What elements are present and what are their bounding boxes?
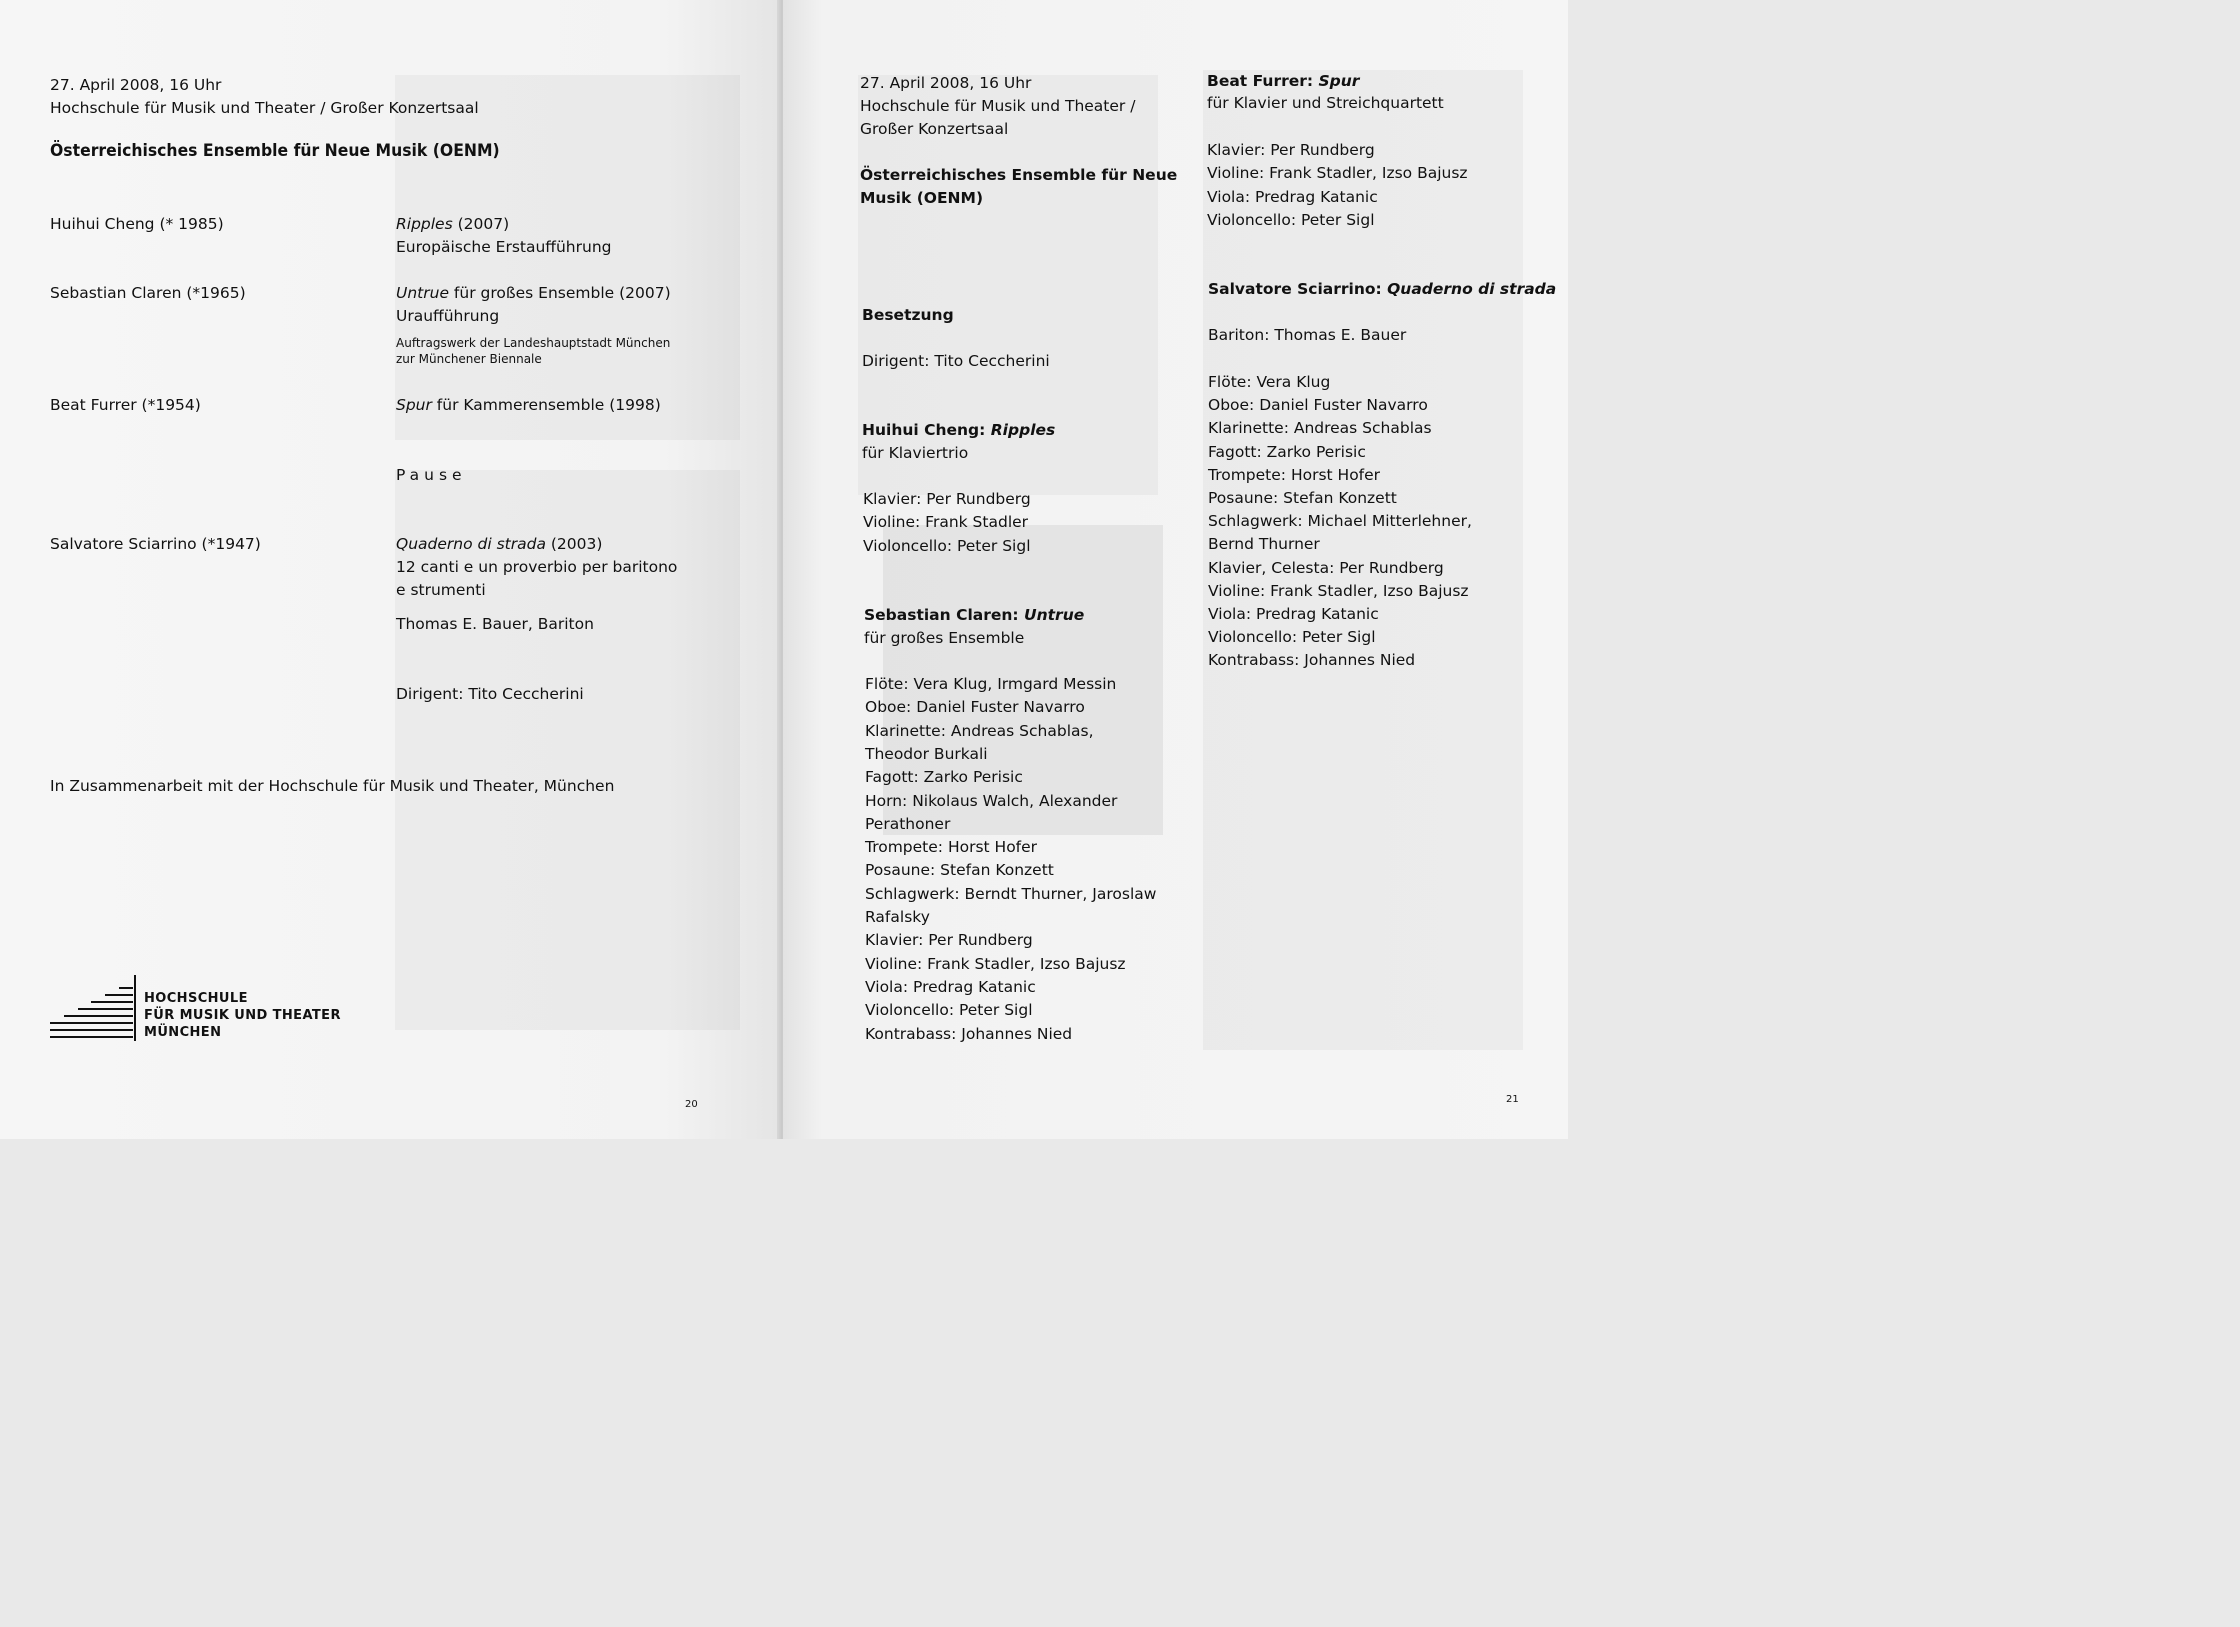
- page-number: 20: [685, 1099, 698, 1110]
- baritone-credit: Bariton: Thomas E. Bauer: [1208, 326, 1407, 344]
- logo-stairs-icon: [50, 987, 133, 1039]
- logo-vertical-bar: [134, 975, 136, 1041]
- conductor-credit: Dirigent: Tito Ceccherini: [396, 685, 584, 703]
- player-line: Violine: Frank Stadler: [863, 513, 1029, 532]
- composer-claren: Sebastian Claren (*1965): [50, 284, 246, 302]
- commission-note: Auftragswerk der Landeshauptstadt München: [396, 336, 671, 350]
- piece-heading-furrer: Beat Furrer: Spur: [1207, 72, 1360, 90]
- work-subtitle: e strumenti: [396, 581, 486, 599]
- player-line: Viola: Predrag Katanic: [1208, 605, 1379, 623]
- player-line: Fagott: Zarko Perisic: [865, 768, 1023, 787]
- right-page: [783, 0, 1568, 1139]
- event-date: 27. April 2008, 16 Uhr: [50, 76, 222, 94]
- work-untrue: Untrue für großes Ensemble (2007): [396, 284, 671, 302]
- player-line: Trompete: Horst Hofer: [1208, 465, 1381, 484]
- player-line: Schlagwerk: Michael Mitterlehner,: [1208, 512, 1472, 531]
- player-line: Violine: Frank Stadler, Izso Bajusz: [1207, 164, 1468, 183]
- cooperation-note: In Zusammenarbeit mit der Hochschule für Musik und Theater, München: [50, 777, 615, 795]
- conductor-credit: Dirigent: Tito Ceccherini: [862, 352, 1050, 370]
- logo-text-line2: FÜR MUSIK UND THEATER: [144, 1008, 341, 1023]
- baritone-credit: Thomas E. Bauer, Bariton: [396, 615, 594, 633]
- player-line: Fagott: Zarko Perisic: [1208, 442, 1366, 461]
- composer-furrer: Beat Furrer (*1954): [50, 396, 201, 414]
- commission-note: zur Münchener Biennale: [396, 352, 542, 366]
- player-line: Klavier: Per Rundberg: [865, 931, 1033, 950]
- ensemble-title: Österreichisches Ensemble für Neue: [860, 166, 1178, 184]
- piece-heading-sciarrino: Salvatore Sciarrino: Quaderno di strada: [1208, 280, 1557, 298]
- player-line: Viola: Predrag Katanic: [865, 977, 1036, 996]
- player-line: Oboe: Daniel Fuster Navarro: [1208, 396, 1428, 415]
- player-line: Posaune: Stefan Konzett: [1208, 489, 1397, 507]
- work-note: Uraufführung: [396, 307, 500, 325]
- player-line: Violoncello: Peter Sigl: [1207, 210, 1375, 229]
- event-date: 27. April 2008, 16 Uhr: [860, 74, 1032, 92]
- player-line: Horn: Nikolaus Walch, Alexander: [865, 791, 1118, 810]
- player-line: Klavier: Per Rundberg: [863, 490, 1031, 508]
- player-line: Klarinette: Andreas Schablas: [1208, 419, 1432, 438]
- work-quaderno: Quaderno di strada (2003): [396, 535, 603, 553]
- player-line: Klavier: Per Rundberg: [1207, 141, 1375, 159]
- player-line: Kontrabass: Johannes Nied: [1208, 651, 1416, 670]
- player-line: Theodor Burkali: [865, 744, 988, 763]
- piece-heading-claren: Sebastian Claren: Untrue: [864, 606, 1085, 624]
- work-subtitle: 12 canti e un proverbio per baritono: [396, 558, 678, 576]
- player-line: Violine: Frank Stadler, Izso Bajusz: [1208, 581, 1469, 600]
- piece-subtitle: für Klavier und Streichquartett: [1207, 94, 1444, 112]
- player-line: Trompete: Horst Hofer: [865, 838, 1038, 857]
- player-line: Flöte: Vera Klug: [1208, 373, 1331, 391]
- event-venue: Hochschule für Musik und Theater / Großer Konzertsaal: [50, 99, 479, 117]
- player-line: Posaune: Stefan Konzett: [865, 861, 1054, 880]
- player-line: Violoncello: Peter Sigl: [865, 1001, 1033, 1020]
- event-venue: Großer Konzertsaal: [860, 120, 1009, 138]
- player-line: Violine: Frank Stadler, Izso Bajusz: [865, 954, 1126, 973]
- piece-subtitle: für Klaviertrio: [862, 444, 969, 462]
- player-line: Klarinette: Andreas Schablas,: [865, 721, 1094, 740]
- piece-heading-cheng: Huihui Cheng: Ripples: [862, 421, 1056, 439]
- work-note: Europäische Erstaufführung: [396, 238, 612, 256]
- pause-label: Pause: [396, 466, 467, 484]
- player-line: Flöte: Vera Klug, Irmgard Messin: [865, 675, 1117, 693]
- hochschule-logo: [50, 975, 350, 1045]
- logo-text-line1: HOCHSCHULE: [144, 991, 248, 1006]
- ensemble-title: Musik (OENM): [860, 189, 984, 207]
- player-line: Viola: Predrag Katanic: [1207, 187, 1378, 206]
- player-line: Violoncello: Peter Sigl: [1208, 628, 1376, 647]
- event-venue: Hochschule für Musik und Theater /: [860, 97, 1136, 115]
- player-line: Klavier, Celesta: Per Rundberg: [1208, 558, 1444, 577]
- page-number: 21: [1506, 1094, 1519, 1105]
- left-page: [0, 0, 783, 1139]
- work-spur: Spur für Kammerensemble (1998): [396, 396, 661, 414]
- logo-text-line3: MÜNCHEN: [144, 1025, 222, 1040]
- player-line: Bernd Thurner: [1208, 535, 1320, 554]
- player-line: Rafalsky: [865, 908, 930, 926]
- work-ripples: Ripples (2007): [396, 215, 510, 233]
- composer-cheng: Huihui Cheng (* 1985): [50, 215, 224, 233]
- player-line: Kontrabass: Johannes Nied: [865, 1024, 1073, 1043]
- player-line: Oboe: Daniel Fuster Navarro: [865, 698, 1085, 717]
- player-line: Violoncello: Peter Sigl: [863, 536, 1031, 555]
- ensemble-title: Österreichisches Ensemble für Neue Musik (OENM): [50, 141, 500, 161]
- composer-sciarrino: Salvatore Sciarrino (*1947): [50, 535, 261, 553]
- player-line: Schlagwerk: Berndt Thurner, Jaroslaw: [865, 884, 1157, 903]
- player-line: Perathoner: [865, 814, 951, 833]
- piece-subtitle: für großes Ensemble: [864, 629, 1025, 647]
- besetzung-heading: Besetzung: [862, 306, 954, 324]
